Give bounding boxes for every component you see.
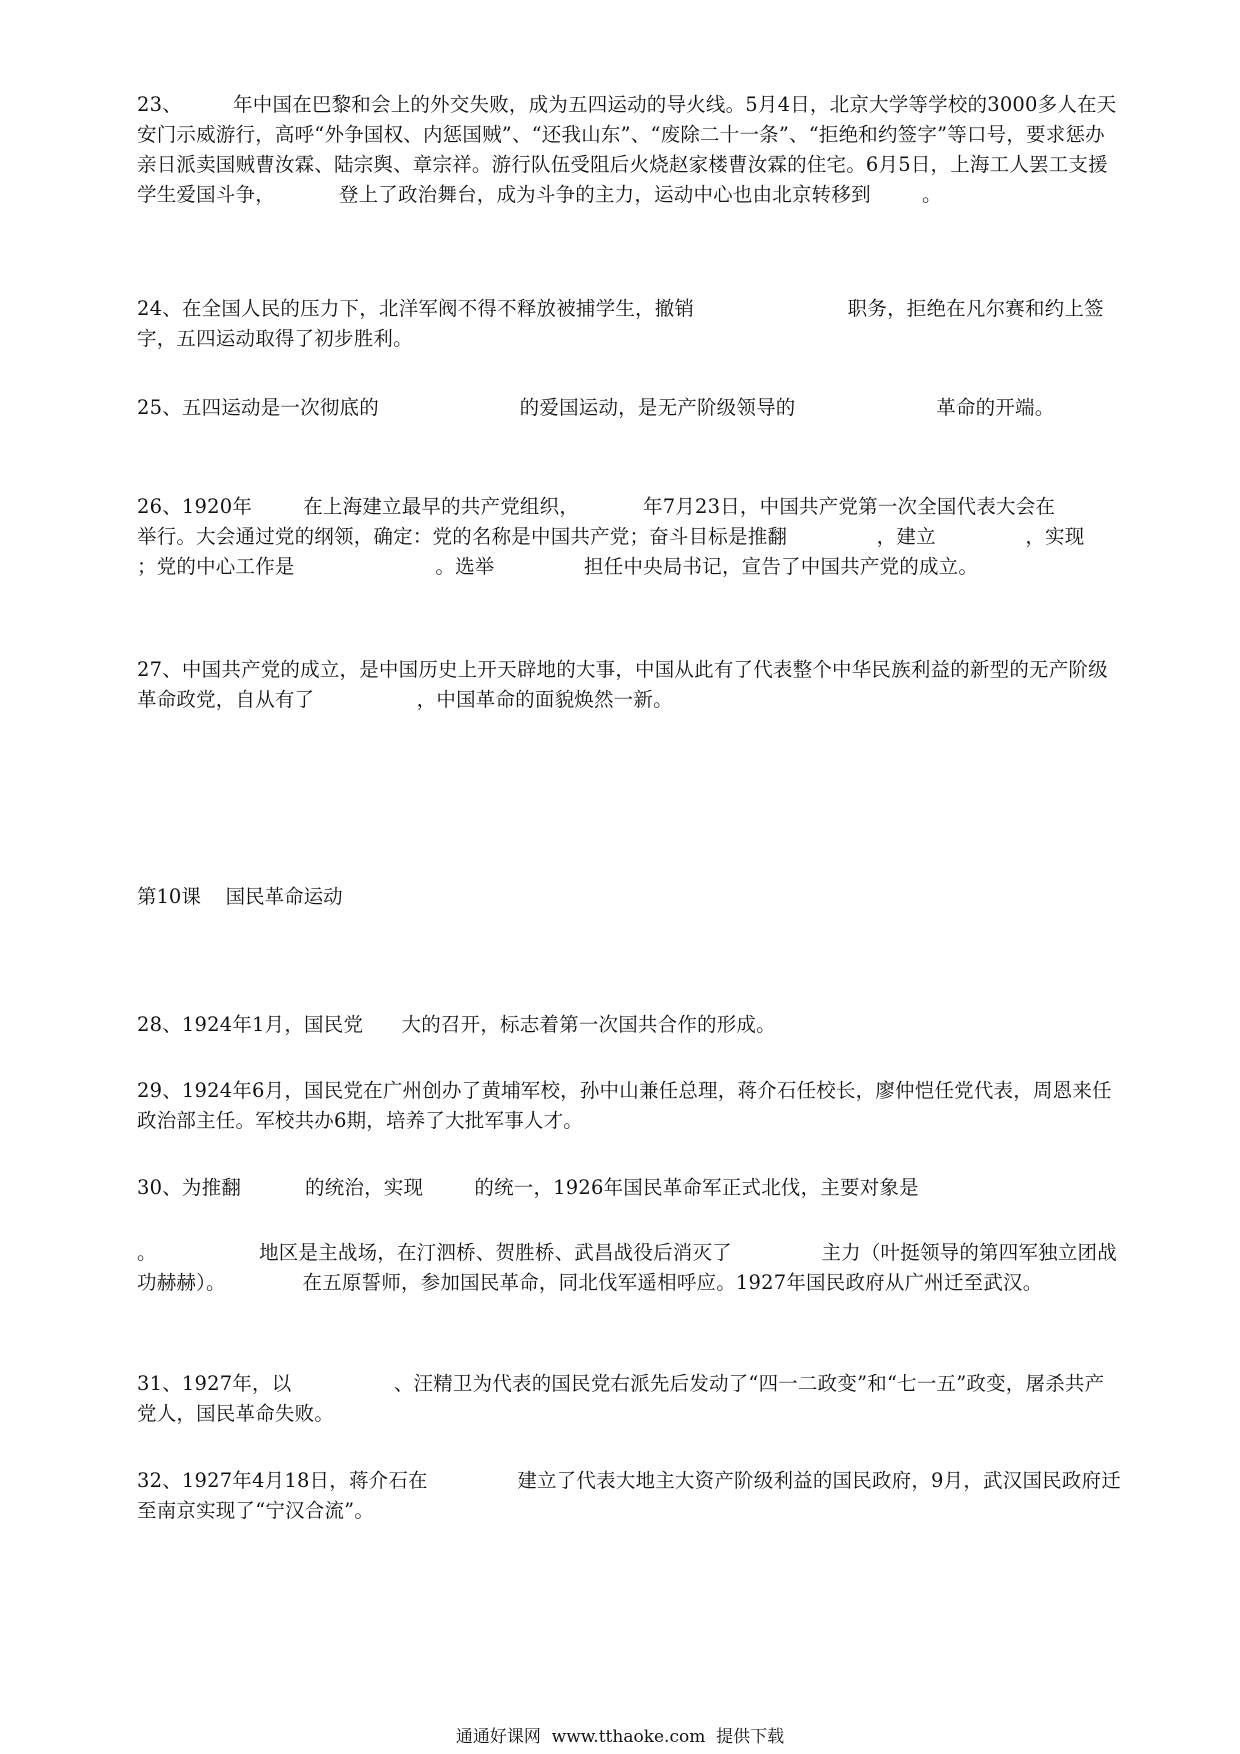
paragraph-25: 25、五四运动是一次彻底的 的爱国运动，是无产阶级领导的 革命的开端。 <box>137 396 1055 419</box>
paragraph-23: 23、 年中国在巴黎和会上的外交失败，成为五四运动的导火线。5月4日，北京大学等学校的3000多人在天安门示威游行，高呼“外争国权、内惩国贼”、“还我山东”、“废除二十一条”、“拒绝和约签字”等口号，要求惩办亲日派卖国贼曹汝霖、陆宗舆、章宗祥。游行队伍受阻后火烧赵家楼曹汝霖的住宅。6月5日，上海工人罢工支援学生爱国斗争， 登上了政治舞台，成为斗争的主力，运动中心也由北京转移到 。 <box>137 93 1117 206</box>
paragraph-32: 32、1927年4月18日，蒋介石在 建立了代表大地主大资产阶级利益的国民政府，9月，武汉国民政府迁至南京实现了“宁汉合流”。 <box>137 1469 1121 1522</box>
paragraph-30-line1: 30、为推翻 的统治，实现 的统一，1926年国民革命军正式北伐，主要对象是 <box>137 1176 919 1199</box>
paragraph-27: 27、中国共产党的成立，是中国历史上开天辟地的大事，中国从此有了代表整个中华民族利益的新型的无产阶级革命政党，自从有了 ，中国革命的面貌焕然一新。 <box>137 658 1108 711</box>
paragraph-29: 29、1924年6月，国民党在广州创办了黄埔军校，孙中山兼任总理，蒋介石任校长，廖仲恺任党代表，周恩来任政治部主任。军校共办6期，培养了大批军事人才。 <box>137 1079 1112 1132</box>
lesson-heading: 第10课 国民革命运动 <box>137 885 343 908</box>
paragraph-24: 24、在全国人民的压力下，北洋军阀不得不释放被捕学生，撤销 职务，拒绝在凡尔赛和约上签字，五四运动取得了初步胜利。 <box>137 297 1104 350</box>
paragraph-31: 31、1927年，以 、汪精卫为代表的国民党右派先后发动了“四一二政变”和“七一五”政变，屠杀共产党人，国民革命失败。 <box>137 1372 1105 1425</box>
footer-source: 通通好课网 www.tthaoke.com 提供下载 <box>455 1727 785 1747</box>
paragraph-30-continued: 。 地区是主战场，在汀泗桥、贺胜桥、武昌战役后消灭了 主力（叶挺领导的第四军独立团战功赫赫）。 在五原誓师，参加国民革命，同北伐军遥相呼应。1927年国民政府从广州迁至武汉。 <box>137 1241 1117 1294</box>
paragraph-26: 26、1920年 在上海建立最早的共产党组织， 年7月23日，中国共产党第一次全国代表大会在 举行。大会通过党的纲领，确定：党的名称是中国共产党；奋斗目标是推翻 ，建立 ，实现 ；党的中心工作是 。选举 担任中央局书记，宣告了中国共产党的成立。 <box>137 495 1187 578</box>
paragraph-28: 28、1924年1月，国民党 大的召开，标志着第一次国共合作的形成。 <box>137 1013 776 1036</box>
